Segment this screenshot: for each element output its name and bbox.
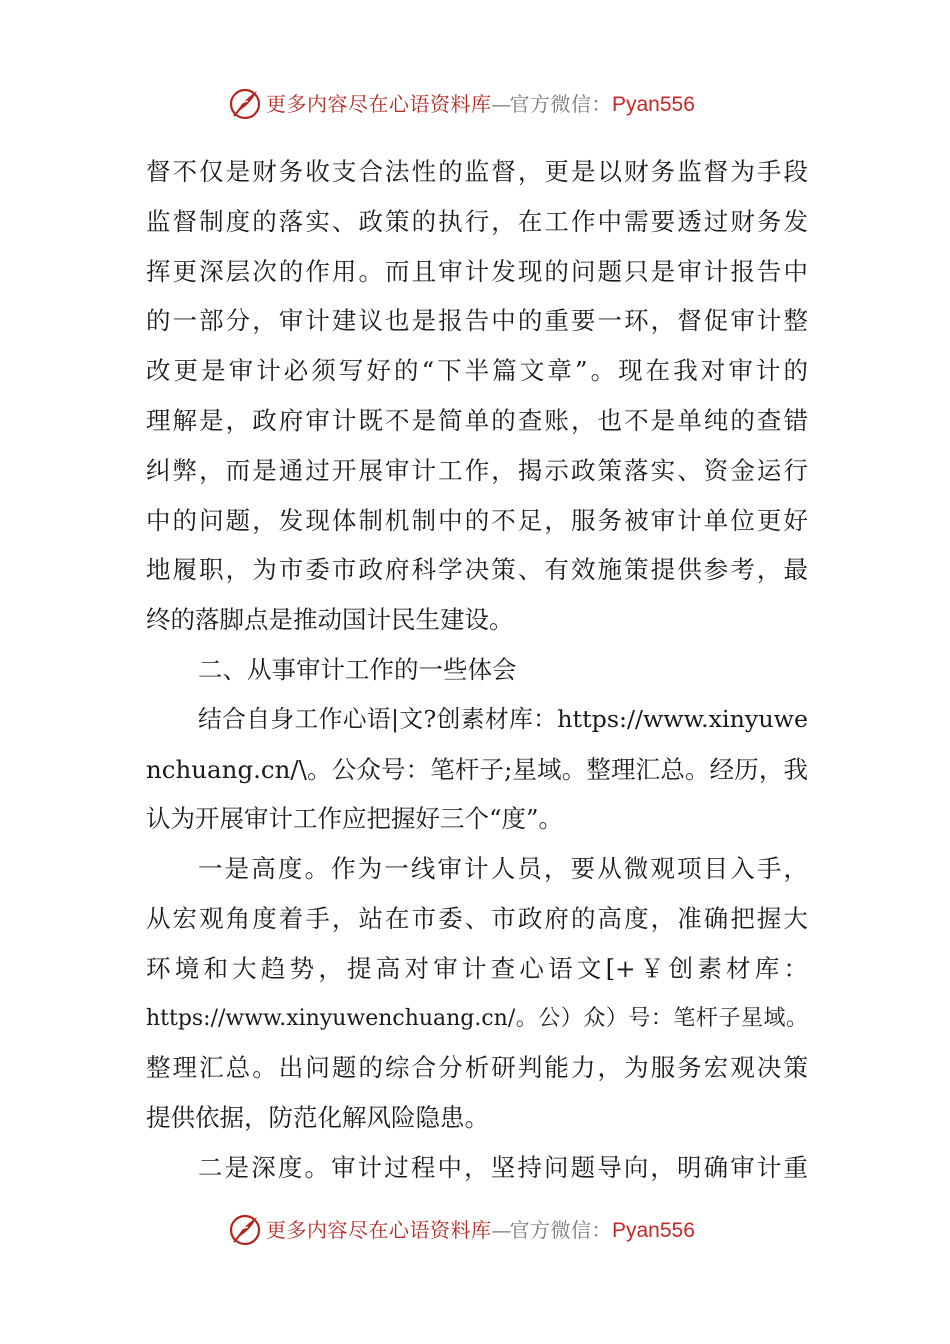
body-line: 一是高度。作为一线审计人员，要从微观项目入手， — [198, 854, 808, 884]
body-line: 督不仅是财务收支合法性的监督，更是以财务监督为手段 — [146, 157, 808, 186]
footer-wechat-label: 官方微信： — [509, 1218, 612, 1242]
header-site-name: 更多内容尽在心语资料库 — [266, 92, 492, 116]
body-line: 结合自身工作心语|文?创素材库：https://www.xinyuwe — [198, 704, 808, 733]
body-line: 提供依据，防范化解风险隐患。 — [146, 1103, 489, 1133]
header-separator: — — [491, 92, 510, 116]
footer-banner-text — [266, 1216, 695, 1245]
body-line: nchuang.cn/\。公众号：笔杆子;星域。整理汇总。经历，我 — [146, 754, 808, 784]
footer-separator: — — [491, 1218, 510, 1242]
body-line: 改更是审计必须写好的“下半篇文章”。现在我对审计的 — [146, 356, 808, 386]
header-wechat-id: Pyan556 — [612, 93, 695, 116]
body-line: 地履职，为市委市政府科学决策、有效施策提供参考，最 — [146, 555, 808, 585]
body-line: 整理汇总。出问题的综合分析研判能力，为服务宏观决策 — [146, 1053, 808, 1083]
document-body — [146, 147, 808, 1193]
body-line: 从宏观角度着手，站在市委、市政府的高度，准确把握大 — [146, 903, 808, 933]
body-line: 挥更深层次的作用。而且审计发现的问题只是审计报告中 — [146, 256, 808, 286]
header-wechat-label: 官方微信： — [509, 92, 612, 116]
footer-site-name: 更多内容尽在心语资料库 — [266, 1218, 492, 1242]
footer-banner — [0, 1210, 950, 1250]
body-line: 理解是，政府审计既不是简单的查账，也不是单纯的查错 — [146, 405, 808, 435]
quill-logo-icon — [227, 1212, 263, 1248]
body-line: https://www.xinyuwenchuang.cn/。公）众）号：笔杆子星域。 — [146, 1005, 808, 1031]
body-line: 二是深度。审计过程中，坚持问题导向，明确审计重 — [198, 1152, 808, 1182]
body-line: 纠弊，而是通过开展审计工作，揭示政策落实、资金运行 — [146, 455, 808, 485]
body-line: 环境和大趋势，提高对审计查心语文[+￥创素材库： — [146, 953, 808, 983]
body-line: 的一部分，审计建议也是报告中的重要一环，督促审计整 — [146, 306, 808, 336]
body-line: 中的问题，发现体制机制中的不足，服务被审计单位更好 — [146, 505, 808, 535]
body-line: 终的落脚点是推动国计民生建设。 — [146, 605, 514, 635]
body-line: 认为开展审计工作应把握好三个“度”。 — [146, 804, 564, 834]
header-banner — [0, 84, 950, 124]
footer-wechat-id: Pyan556 — [612, 1219, 695, 1242]
header-banner-text — [266, 90, 695, 119]
quill-logo-icon — [227, 86, 263, 122]
section-heading: 二、从事审计工作的一些体会 — [198, 654, 517, 684]
body-line: 监督制度的落实、政策的执行，在工作中需要透过财务发 — [146, 206, 808, 236]
